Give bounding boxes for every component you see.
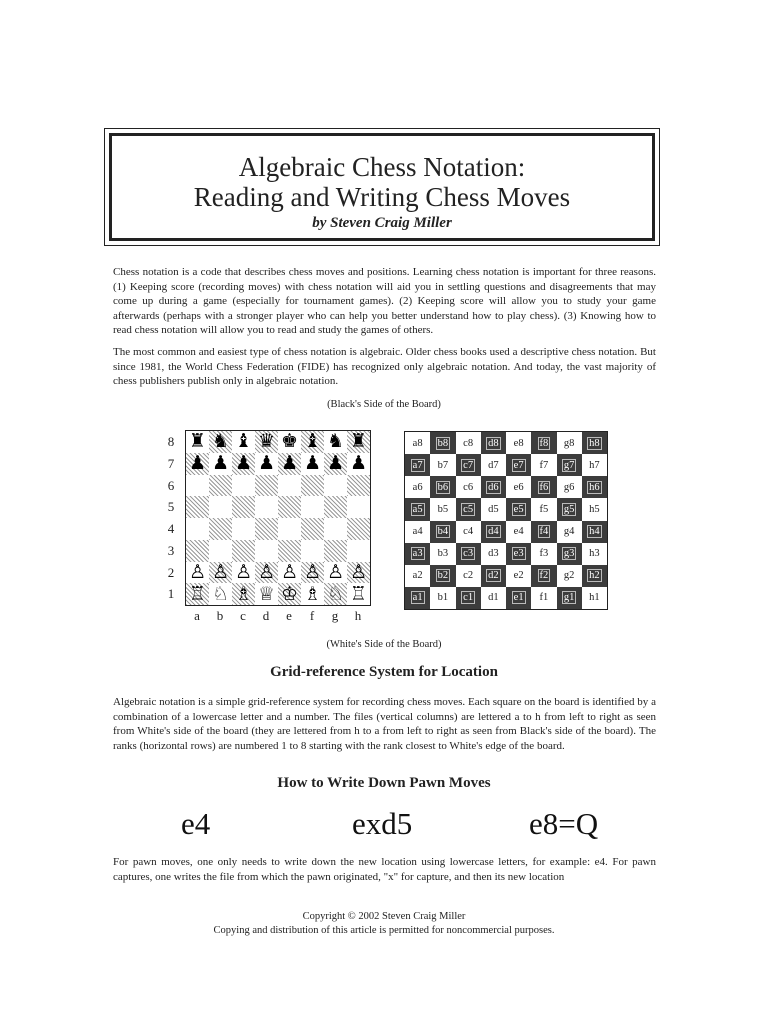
notation-cell-label: c5	[463, 503, 474, 515]
notation-cell-label: d5	[488, 503, 499, 515]
notation-cell-b6	[430, 476, 455, 498]
notation-cell-h8	[582, 432, 607, 454]
rank-label: 3	[167, 542, 175, 558]
notation-cell-e7	[506, 454, 531, 476]
board-square-h3	[347, 540, 370, 562]
byline: by Steven Craig Miller	[312, 215, 452, 231]
chess-piece-icon: ♟	[303, 452, 322, 475]
notation-cell-label: f7	[539, 459, 549, 471]
board-square-g1	[324, 583, 347, 605]
pawn-moves-heading: How to Write Down Pawn Moves	[277, 775, 491, 791]
notation-cell-label: a3	[412, 548, 423, 560]
chess-piece-icon: ♕	[257, 583, 276, 605]
notation-cell-label: c2	[463, 570, 474, 582]
notation-cell-label: h2	[589, 570, 600, 582]
notation-cell-label: e7	[513, 459, 524, 471]
notation-cell-label: f5	[539, 503, 549, 515]
notation-cell-b1	[430, 587, 455, 609]
board-square-h7	[347, 453, 370, 475]
example-move-promotion: e8=Q	[529, 806, 599, 841]
notation-cell-e4	[506, 521, 531, 543]
title-box-inner	[109, 133, 655, 241]
notation-cell-h5	[582, 498, 607, 520]
notation-cell-a4	[405, 521, 430, 543]
board-square-g2	[324, 562, 347, 584]
chess-piece-icon: ♙	[326, 561, 345, 583]
notation-cell-b7	[430, 454, 455, 476]
notation-cell-label: f3	[539, 548, 549, 560]
grid-system-heading: Grid-reference System for Location	[270, 664, 498, 680]
notation-cell-g5	[557, 498, 582, 520]
board-square-h8	[347, 431, 370, 453]
notation-cell-d3	[481, 543, 506, 565]
notation-cell-label: f1	[539, 592, 549, 604]
notation-cell-label: c1	[463, 592, 474, 604]
notation-cell-c7	[456, 454, 481, 476]
notation-cell-label: g8	[563, 437, 575, 449]
board-square-d4	[255, 518, 278, 540]
notation-cell-b8	[430, 432, 455, 454]
notation-cell-label: h8	[589, 437, 600, 449]
notation-cell-a1	[405, 587, 430, 609]
notation-cell-h3	[582, 543, 607, 565]
board-square-f5	[301, 496, 324, 518]
chess-piece-icon: ♟	[280, 452, 299, 475]
board-square-h4	[347, 518, 370, 540]
board-square-c6	[232, 475, 255, 497]
board-square-c1	[232, 583, 255, 605]
chess-piece-icon: ♟	[349, 452, 368, 475]
file-label: e	[286, 608, 292, 623]
notation-cell-label: a1	[412, 592, 423, 604]
board-square-d6	[255, 475, 278, 497]
notation-cell-label: a5	[412, 503, 423, 515]
board-square-a5	[186, 496, 209, 518]
chess-piece-icon: ♟	[188, 452, 207, 475]
chess-piece-icon: ♙	[303, 561, 322, 583]
chess-piece-icon: ♔	[280, 583, 299, 605]
board-square-a6	[186, 475, 209, 497]
notation-cell-g2	[557, 565, 582, 587]
rank-label: 8	[167, 434, 175, 449]
chess-piece-icon: ♙	[349, 561, 368, 583]
title-box	[104, 128, 660, 246]
board-square-e5	[278, 496, 301, 518]
notation-cell-label: f2	[539, 570, 549, 582]
notation-cell-label: d3	[488, 548, 499, 560]
board-square-e8	[278, 431, 301, 453]
board-square-f2	[301, 562, 324, 584]
board-square-c2	[232, 562, 255, 584]
board-square-b8	[209, 431, 232, 453]
board-square-a4	[186, 518, 209, 540]
notation-cell-f3	[531, 543, 556, 565]
notation-cell-label: c7	[463, 459, 474, 471]
board-square-d8	[255, 431, 278, 453]
notation-cell-c1	[456, 587, 481, 609]
notation-cell-f1	[531, 587, 556, 609]
rank-label: 1	[167, 586, 175, 602]
notation-cell-g3	[557, 543, 582, 565]
notation-cell-d8	[481, 432, 506, 454]
chess-piece-icon: ♞	[211, 431, 230, 453]
board-square-g8	[324, 431, 347, 453]
board-square-b6	[209, 475, 232, 497]
notation-cell-e8	[506, 432, 531, 454]
chess-piece-icon: ♚	[280, 431, 299, 453]
chess-piece-icon: ♟	[257, 452, 276, 475]
board-square-b1	[209, 583, 232, 605]
board-square-a3	[186, 540, 209, 562]
notation-cell-label: e6	[513, 481, 524, 493]
board-square-f8	[301, 431, 324, 453]
board-square-a7	[186, 453, 209, 475]
chess-piece-icon: ♙	[211, 561, 230, 583]
chess-piece-icon: ♞	[326, 431, 345, 453]
notation-cell-h7	[582, 454, 607, 476]
board-square-d2	[255, 562, 278, 584]
board-square-b5	[209, 496, 232, 518]
notation-cell-d7	[481, 454, 506, 476]
board-square-h2	[347, 562, 370, 584]
notation-cell-a7	[405, 454, 430, 476]
chess-piece-icon: ♗	[234, 583, 253, 605]
notation-cell-label: d7	[488, 459, 499, 471]
board-square-g6	[324, 475, 347, 497]
pawn-moves-paragraph: For pawn moves, one only needs to write down the new location using lowercase letters, for example: e4. For pawn captures, one writes the file from which the pawn originated, "x" for capture, and then its new location	[113, 856, 656, 883]
chess-piece-icon: ♝	[303, 431, 322, 453]
chess-board	[185, 430, 371, 606]
grid-system-paragraph: Algebraic notation is a simple grid-reference system for recording chess moves. Each square on the board is identified by a combination of a lowercase letter and a number. The files (vertical columns) are lettered a to h from left to right as seen from White's side of the board (they are lettered from h to a from left to right as seen from Black's side of the board). The ranks (horizontal rows) are numbered 1 to 8 starting with the rank closest to White's edge of the board.	[113, 696, 656, 752]
notation-cell-label: h3	[589, 548, 600, 560]
notation-cell-label: c8	[463, 437, 474, 449]
notation-cell-e3	[506, 543, 531, 565]
notation-cell-g7	[557, 454, 582, 476]
board-square-e3	[278, 540, 301, 562]
board-square-c8	[232, 431, 255, 453]
title-line-1: Algebraic Chess Notation:	[238, 152, 526, 182]
board-square-c7	[232, 453, 255, 475]
notation-cell-f6	[531, 476, 556, 498]
chess-piece-icon: ♟	[211, 452, 230, 475]
chess-piece-icon: ♙	[188, 561, 207, 583]
board-square-d1	[255, 583, 278, 605]
rank-label: 4	[167, 521, 175, 536]
notation-cell-label: d8	[488, 437, 499, 449]
board-square-f1	[301, 583, 324, 605]
notation-cell-label: a6	[412, 481, 423, 493]
notation-cell-label: f4	[539, 526, 549, 538]
notation-cell-g6	[557, 476, 582, 498]
chess-piece-icon: ♖	[349, 583, 368, 605]
notation-cell-g4	[557, 521, 582, 543]
chess-piece-icon: ♙	[280, 561, 299, 583]
notation-cell-a2	[405, 565, 430, 587]
notation-cell-f7	[531, 454, 556, 476]
rank-label: 6	[167, 477, 175, 493]
board-square-g7	[324, 453, 347, 475]
board-square-a8	[186, 431, 209, 453]
board-square-a1	[186, 583, 209, 605]
board-square-e4	[278, 518, 301, 540]
notation-cell-d2	[481, 565, 506, 587]
notation-cell-label: b3	[437, 548, 449, 560]
chess-piece-icon: ♘	[326, 583, 345, 605]
notation-cell-label: b6	[437, 481, 449, 493]
notation-cell-d5	[481, 498, 506, 520]
notation-cell-label: h5	[589, 503, 600, 515]
chess-piece-icon: ♘	[211, 583, 230, 605]
board-square-e1	[278, 583, 301, 605]
notation-cell-label: g7	[563, 459, 575, 471]
chess-piece-icon: ♗	[303, 583, 322, 605]
notation-cell-f8	[531, 432, 556, 454]
copyright-line: Copyright © 2002 Steven Craig Miller	[302, 911, 466, 922]
rank-label: 5	[167, 499, 175, 515]
file-label: d	[262, 608, 270, 623]
white-side-caption: (White's Side of the Board)	[326, 639, 442, 650]
board-square-f6	[301, 475, 324, 497]
board-square-g4	[324, 518, 347, 540]
board-square-h5	[347, 496, 370, 518]
notation-cell-label: h7	[589, 459, 600, 471]
notation-cell-d4	[481, 521, 506, 543]
notation-cell-label: e3	[513, 548, 524, 560]
board-square-h1	[347, 583, 370, 605]
notation-cell-label: d6	[488, 481, 499, 493]
rank-label: 7	[167, 455, 175, 471]
notation-cell-label: g2	[563, 570, 575, 582]
notation-cell-e6	[506, 476, 531, 498]
notation-cell-b4	[430, 521, 455, 543]
notation-types-paragraph: The most common and easiest type of chess notation is algebraic. Older chess books used a descriptive chess notation. But since 1981, the World Chess Federation (FIDE) has recognized only algebraic notation. And today, the vast majority of chess publishers publish only in algebraic notation.	[113, 346, 656, 388]
notation-cell-label: b5	[437, 503, 449, 515]
notation-cell-label: c4	[463, 526, 474, 538]
chess-piece-icon: ♖	[188, 583, 207, 605]
notation-cell-a8	[405, 432, 430, 454]
board-square-b3	[209, 540, 232, 562]
notation-cell-f4	[531, 521, 556, 543]
notation-cell-c4	[456, 521, 481, 543]
notation-cell-label: h6	[589, 481, 600, 493]
notation-cell-c5	[456, 498, 481, 520]
board-square-e7	[278, 453, 301, 475]
notation-cell-label: d4	[488, 526, 499, 538]
notation-cell-label: a4	[412, 526, 423, 538]
notation-cell-label: g4	[563, 526, 575, 538]
notation-cell-label: b8	[437, 437, 449, 449]
notation-cell-label: c6	[463, 481, 474, 493]
notation-cell-a6	[405, 476, 430, 498]
file-label: f	[309, 608, 315, 623]
notation-cell-label: a2	[412, 570, 423, 582]
notation-cell-label: g3	[563, 548, 575, 560]
example-move-exd5: exd5	[352, 806, 413, 841]
notation-cell-label: e5	[513, 503, 524, 515]
notation-cell-label: d1	[488, 592, 499, 604]
notation-cell-label: c3	[463, 548, 474, 560]
board-square-d3	[255, 540, 278, 562]
permission-line: Copying and distribution of this article is permitted for noncommercial purposes.	[213, 925, 555, 936]
board-square-f7	[301, 453, 324, 475]
notation-cell-b5	[430, 498, 455, 520]
notation-cell-e2	[506, 565, 531, 587]
notation-cell-label: b2	[437, 570, 449, 582]
notation-cell-f5	[531, 498, 556, 520]
notation-cell-label: g5	[563, 503, 575, 515]
board-square-e2	[278, 562, 301, 584]
notation-cell-label: h4	[589, 526, 600, 538]
chess-piece-icon: ♝	[234, 431, 253, 453]
notation-cell-b3	[430, 543, 455, 565]
notation-cell-a5	[405, 498, 430, 520]
black-side-caption: (Black's Side of the Board)	[327, 399, 441, 410]
notation-cell-label: d2	[488, 570, 499, 582]
notation-cell-e1	[506, 587, 531, 609]
notation-cell-g1	[557, 587, 582, 609]
example-move-e4: e4	[181, 806, 211, 841]
rank-label: 2	[167, 564, 175, 580]
notation-cell-e5	[506, 498, 531, 520]
board-square-f4	[301, 518, 324, 540]
board-square-b7	[209, 453, 232, 475]
notation-cell-b2	[430, 565, 455, 587]
notation-cell-d1	[481, 587, 506, 609]
notation-cell-c3	[456, 543, 481, 565]
notation-cell-a3	[405, 543, 430, 565]
file-label: a	[194, 608, 200, 623]
notation-cell-h4	[582, 521, 607, 543]
notation-cell-h2	[582, 565, 607, 587]
board-square-h6	[347, 475, 370, 497]
notation-grid	[404, 431, 608, 610]
notation-cell-d6	[481, 476, 506, 498]
notation-cell-label: e8	[513, 437, 524, 449]
notation-cell-label: h1	[589, 592, 600, 604]
chess-piece-icon: ♜	[349, 431, 368, 453]
notation-cell-label: b4	[437, 526, 449, 538]
file-label: c	[240, 608, 246, 623]
board-square-f3	[301, 540, 324, 562]
notation-cell-h1	[582, 587, 607, 609]
notation-cell-label: b7	[437, 459, 449, 471]
notation-cell-c6	[456, 476, 481, 498]
notation-cell-label: f6	[539, 481, 549, 493]
chess-piece-icon: ♛	[257, 431, 276, 453]
board-square-b2	[209, 562, 232, 584]
chess-piece-icon: ♙	[234, 561, 253, 583]
intro-paragraph: Chess notation is a code that describes chess moves and positions. Learning chess notation is important for three reasons. (1) Keeping score (recording moves) with chess notation will aid you in settling questions and disagreements that may come up during a game (especially for tournament games). (2) Keeping score will allow you to study your game afterwards (perhaps with a stronger player who can help you better understand how to play chess). (3) Knowing how to read chess notation will allow you to read and study the games of others.	[113, 266, 656, 337]
board-square-d5	[255, 496, 278, 518]
notation-cell-label: g1	[563, 592, 575, 604]
chess-piece-icon: ♙	[257, 561, 276, 583]
board-square-e6	[278, 475, 301, 497]
board-square-b4	[209, 518, 232, 540]
chess-piece-icon: ♟	[234, 452, 253, 475]
notation-cell-label: e2	[513, 570, 524, 582]
file-label: g	[331, 608, 339, 623]
title-line-2: Reading and Writing Chess Moves	[193, 182, 571, 212]
notation-cell-label: g6	[563, 481, 575, 493]
file-label: h	[354, 608, 362, 623]
board-square-c5	[232, 496, 255, 518]
board-square-a2	[186, 562, 209, 584]
notation-cell-c2	[456, 565, 481, 587]
board-square-g3	[324, 540, 347, 562]
notation-cell-label: b1	[437, 592, 449, 604]
file-label: b	[216, 608, 224, 623]
notation-cell-c8	[456, 432, 481, 454]
board-square-c4	[232, 518, 255, 540]
notation-cell-label: a8	[412, 437, 423, 449]
notation-cell-label: f8	[539, 437, 549, 449]
notation-cell-label: e4	[513, 526, 524, 538]
notation-cell-label: e1	[513, 592, 524, 604]
notation-cell-f2	[531, 565, 556, 587]
chess-piece-icon: ♜	[188, 431, 207, 453]
board-square-g5	[324, 496, 347, 518]
board-square-d7	[255, 453, 278, 475]
notation-cell-label: a7	[412, 459, 423, 471]
board-square-c3	[232, 540, 255, 562]
notation-cell-g8	[557, 432, 582, 454]
notation-cell-h6	[582, 476, 607, 498]
chess-piece-icon: ♟	[326, 452, 345, 475]
